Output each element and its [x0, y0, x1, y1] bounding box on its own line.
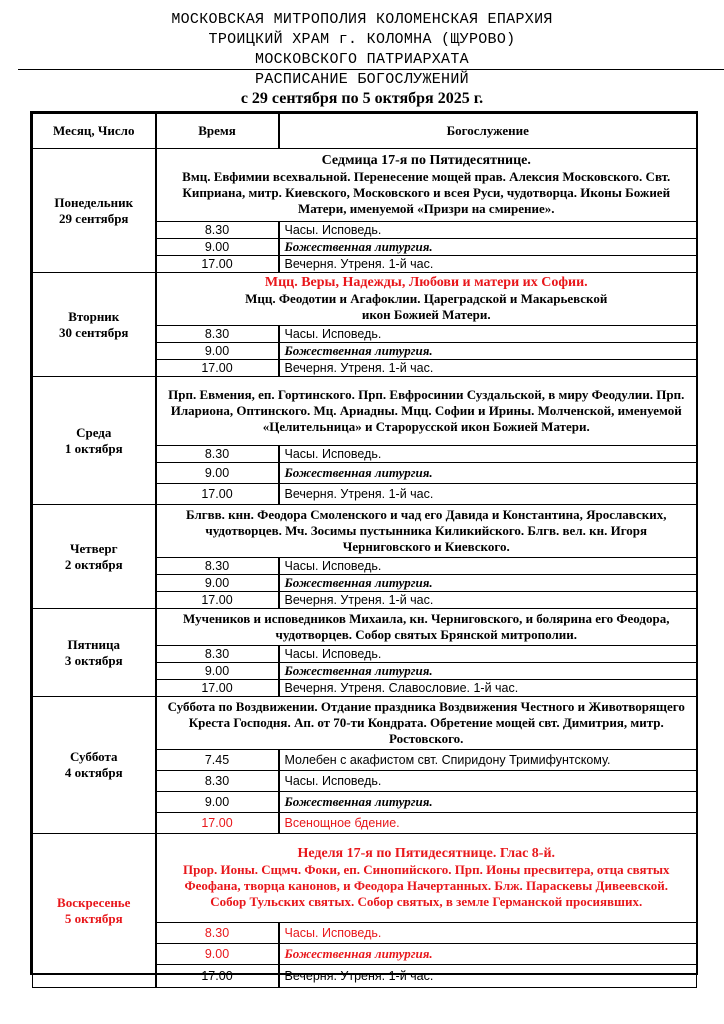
weekday: Суббота — [69, 749, 118, 764]
service-name: Божественная литургия. — [279, 944, 697, 965]
service-name: Вечерня. Утреня. 1-й час. — [279, 256, 697, 273]
weekday: Понедельник — [54, 194, 134, 210]
service-time: 17.00 — [156, 592, 279, 609]
service-time: 8.30 — [156, 222, 279, 239]
service-time: 8.30 — [156, 646, 279, 663]
weekday: Среда — [76, 424, 112, 440]
desc-text: Суббота по Воздвижении. Отдание праздника Воздвижения Честного и Животворящего Креста Господня. Ап. от 70-ти Кондрата. Обретение мощей свт. Димитрия, митр. Ростовского. — [167, 699, 685, 746]
date: 4 октября — [64, 765, 123, 780]
date: 2 октября — [64, 556, 123, 572]
desc-text: Мучеников и исповедников Михаила, кн. Черниговского, и болярина его Феодора, чудотворцев. Собор святых Брянской митрополии. — [183, 611, 670, 642]
service-time: 17.00 — [156, 680, 279, 697]
day-row-tuesday — [33, 273, 697, 326]
service-name: Божественная литургия. — [279, 343, 697, 360]
schedule-table — [32, 113, 697, 988]
table-header-row — [33, 114, 697, 149]
service-time: 9.00 — [156, 239, 279, 256]
service-name: Всенощное бдение. — [279, 813, 697, 834]
day-cell — [33, 505, 156, 609]
service-time: 9.00 — [156, 343, 279, 360]
church-title: ТРОИЦКИЙ ХРАМ г. КОЛОМНА (ЩУРОВО) — [208, 31, 516, 48]
service-name: Часы. Исповедь. — [279, 646, 697, 663]
day-description — [156, 697, 697, 750]
desc-text: Вмц. Евфимии всехвальной. Перенесение мощей прав. Алексия Московского. Свт. Киприана, митр. Киевского, Московского и всея Руси, чудотворца. Иконы Божией Матери, именуемой «Призри на смирение». — [182, 169, 671, 216]
service-time: 8.30 — [156, 326, 279, 343]
date: 1 октября — [64, 440, 123, 456]
weekday: Воскресенье — [57, 894, 131, 910]
service-name: Часы. Исповедь. — [279, 326, 697, 343]
service-time: 17.00 — [156, 965, 279, 988]
service-name: Вечерня. Утреня. Славословие. 1-й час. — [279, 680, 697, 697]
day-cell — [33, 377, 156, 505]
desc-text: Прп. Евмения, еп. Гортинского. Прп. Евфросинии Суздальской, в миру Феодулии. Прп. Илариона, Оптинского. Мц. Ариадны. Мцц. Софии и Ирины. Молченской, именуемой «Целительница» и Старорусской икон Божией Матери. — [168, 387, 685, 434]
day-description — [156, 149, 697, 222]
date: 29 сентября — [59, 210, 129, 226]
service-name: Вечерня. Утреня. 1-й час. — [279, 592, 697, 609]
service-name: Божественная литургия. — [279, 792, 697, 813]
column-header-day: Месяц, Число — [33, 114, 156, 149]
day-cell — [33, 149, 156, 273]
service-name: Часы. Исповедь. — [279, 923, 697, 944]
patriarchate-title: МОСКОВСКОГО ПАТРИАРХАТА — [255, 51, 469, 68]
column-header-time: Время — [156, 114, 279, 149]
service-time: 9.00 — [156, 944, 279, 965]
weekday: Четверг — [69, 540, 118, 556]
service-name: Вечерня. Утреня. 1-й час. — [279, 965, 697, 988]
service-name: Часы. Исповедь. — [279, 222, 697, 239]
service-name: Вечерня. Утреня. 1-й час. — [279, 360, 697, 377]
day-row-thursday — [33, 505, 697, 558]
schedule-dates: с 29 сентября по 5 октября 2025 г. — [240, 90, 484, 107]
weekday: Пятница — [67, 636, 120, 652]
day-row-sunday — [33, 834, 697, 923]
diocese-title: МОСКОВСКАЯ МИТРОПОЛИЯ КОЛОМЕНСКАЯ ЕПАРХИЯ — [171, 11, 553, 28]
service-time: 9.00 — [156, 663, 279, 680]
service-time: 17.00 — [156, 813, 279, 834]
service-time: 8.30 — [156, 771, 279, 792]
service-time: 9.00 — [156, 792, 279, 813]
date: 5 октября — [64, 910, 123, 926]
service-name: Часы. Исповедь. — [279, 771, 697, 792]
day-cell — [33, 609, 156, 697]
day-cell — [33, 697, 156, 834]
day-cell — [33, 834, 156, 988]
date: 30 сентября — [59, 324, 129, 340]
service-time: 17.00 — [156, 360, 279, 377]
service-name: Часы. Исповедь. — [279, 446, 697, 463]
day-description — [156, 377, 697, 446]
day-description — [156, 834, 697, 923]
desc-title: Неделя 17-я по Пятидесятнице. Глас 8-й. — [297, 846, 556, 861]
desc-text: Блгвв. кнн. Феодора Смоленского и чад его Давида и Константина, Ярославских, чудотворцев. Мч. Зосимы пустынника Киликийского. Блгв. вел. кн. Игоря Черниговского и Киевского. — [186, 507, 667, 554]
day-row-friday — [33, 609, 697, 646]
day-row-wednesday — [33, 377, 697, 446]
desc-text: Мцц. Феодотии и Агафоклии. Цареградской и Макарьевской икон Божией Матери. — [245, 291, 608, 322]
service-time: 8.30 — [156, 923, 279, 944]
weekday: Вторник — [68, 308, 120, 324]
desc-title: Мцц. Веры, Надежды, Любови и матери их Софии. — [264, 275, 588, 290]
service-time: 17.00 — [156, 256, 279, 273]
service-name: Божественная литургия. — [279, 663, 697, 680]
day-row-monday — [33, 149, 697, 222]
day-description — [156, 609, 697, 646]
day-cell — [33, 273, 156, 377]
service-time: 9.00 — [156, 463, 279, 484]
service-name: Божественная литургия. — [279, 575, 697, 592]
desc-title: Седмица 17-я по Пятидесятнице. — [321, 153, 531, 168]
service-time: 9.00 — [156, 575, 279, 592]
day-description — [156, 273, 697, 326]
service-time: 17.00 — [156, 484, 279, 505]
service-time: 8.30 — [156, 446, 279, 463]
service-name: Часы. Исповедь. — [279, 558, 697, 575]
date: 3 октября — [64, 652, 123, 668]
schedule-title: РАСПИСАНИЕ БОГОСЛУЖЕНИЙ — [255, 71, 469, 88]
day-description — [156, 505, 697, 558]
service-name: Молебен с акафистом свт. Спиридону Тримифунтскому. — [279, 750, 697, 771]
column-header-service: Богослужение — [279, 114, 697, 149]
service-time: 7.45 — [156, 750, 279, 771]
day-row-saturday — [33, 697, 697, 750]
service-name: Божественная литургия. — [279, 239, 697, 256]
service-time: 8.30 — [156, 558, 279, 575]
service-name: Божественная литургия. — [279, 463, 697, 484]
desc-text: Прор. Ионы. Сщмч. Фоки, еп. Синопийского. Прп. Ионы пресвитера, отца святых Феофана, творца канонов, и Феодора Начертанных. Блж. Параскевы Дивеевской. Собор Тульских святых. Собор святых, в земле Германской просиявших. — [182, 862, 670, 909]
service-name: Вечерня. Утреня. 1-й час. — [279, 484, 697, 505]
